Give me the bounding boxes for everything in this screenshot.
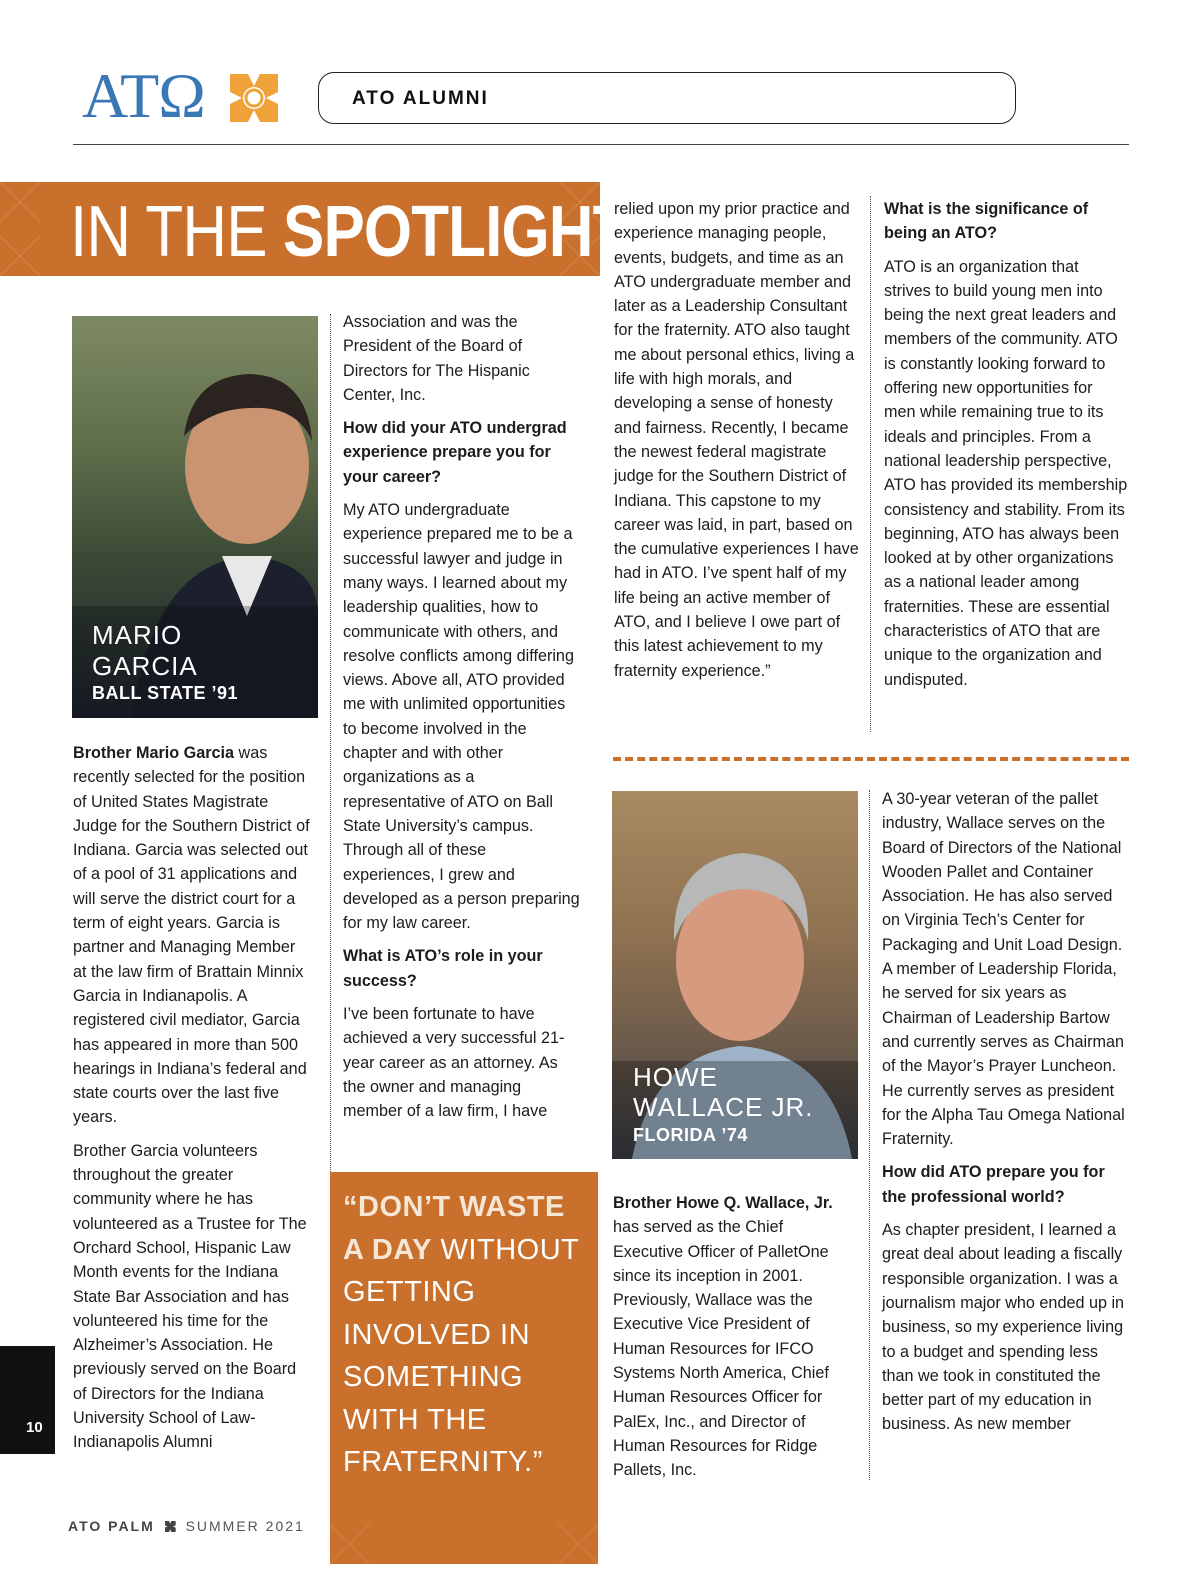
title-bold: SPOTLIGHT bbox=[283, 192, 630, 272]
footer-brand: ATO PALM bbox=[68, 1518, 155, 1534]
paragraph: relied upon my prior practice and experience managing people, events, budgets, and time as an ATO undergraduate member and later as a Leadership Consultant for the fraternity. ATO also taught me about personal ethics, living a life with high morals, and developing a sense of honesty and fairness. Recently, I became the newest federal magistrate judge for the Southern District of Indiana. This capstone to my career was laid, in part, based on the cumulative experiences I have had in ATO. I’ve spent half of my life being an active member of ATO, and I believe I owe part of this latest achievement to my fraternity experience.” bbox=[614, 200, 859, 680]
header-divider bbox=[73, 144, 1129, 145]
paragraph: I’ve been fortunate to have achieved a very successful 21-year career as an attorney. As the owner and managing member of a law firm, I have bbox=[343, 1005, 565, 1121]
spotlight-title bbox=[70, 194, 630, 270]
garcia-continued-column bbox=[614, 197, 860, 692]
paragraph: A 30-year veteran of the pallet industry, Wallace serves on the Board of Directors of the National Wooden Pallet and Container Association. He has also served on Virginia Tech’s Center for Packaging and Unit Load Design. A member of Leadership Florida, he served for six years as Chairman of Leadership Bartow and currently serves as Chairman of the Mayor’s Prayer Luncheon. He currently serves as president for the Alpha Tau Omega National Fraternity. bbox=[882, 790, 1125, 1149]
footer-issue: SUMMER 2021 bbox=[185, 1518, 305, 1534]
column-divider bbox=[869, 790, 870, 1480]
garcia-significance-column bbox=[884, 197, 1128, 701]
garcia-volunteer-paragraph: Brother Garcia volunteers throughout the greater community where he has volunteered as a Trustee for The Orchard School, Hispanic Law Month events for the Indiana State Bar Association and has volunteered his time for the Alzheimer’s Association. He previously served on the Board of Directors for the Indiana University School of Law-Indianapolis Alumni bbox=[73, 1141, 307, 1452]
garcia-lead-name: Brother Mario Garcia bbox=[73, 744, 235, 762]
footer bbox=[68, 1518, 305, 1534]
title-thin: IN THE bbox=[70, 192, 284, 272]
pull-quote-rest: WITHOUT GETTING INVOLVED IN SOMETHING WITH THE FRATERNITY.” bbox=[343, 1233, 579, 1478]
profile2-name-line2: WALLACE JR. bbox=[633, 1092, 814, 1122]
question-heading: How did ATO prepare you for the professional world? bbox=[882, 1163, 1105, 1206]
question-heading: What is the significance of being an ATO? bbox=[884, 200, 1089, 243]
paragraph: My ATO undergraduate experience prepared me to be a successful lawyer and judge in many ways. I learned about my leadership qualities, how to communicate with others, and resolve conflicts among differing views. Above all, ATO provided me with unlimited opportunities to become involved in the chapter and with other organizations as a representative of ATO on Ball State University’s campus. Through all of these experiences, I grew and developed as a person preparing for my law career. bbox=[343, 501, 580, 933]
garcia-intro-paragraph bbox=[73, 741, 313, 1130]
pull-quote bbox=[343, 1186, 589, 1484]
question-heading: How did your ATO undergrad experience prepare you for your career? bbox=[343, 419, 567, 486]
wallace-lead-name: Brother Howe Q. Wallace, Jr. bbox=[613, 1194, 833, 1212]
pull-quote-bold: “DON’T WASTE A DAY bbox=[343, 1191, 565, 1266]
footer-cross-icon bbox=[165, 1521, 176, 1532]
section-divider bbox=[613, 757, 1129, 761]
question-heading: What is ATO’s role in your success? bbox=[343, 947, 543, 990]
page-number-tab bbox=[0, 1346, 55, 1454]
profile1-name-line2: GARCIA bbox=[92, 651, 198, 681]
ato-logo-wordmark: ATΩ bbox=[82, 60, 205, 131]
page-number: 10 bbox=[26, 1419, 43, 1436]
paragraph: ATO is an organization that strives to build young men into being the next great leaders and members of the community. ATO is constantly looking forward to offering new opportunities for men while remaining true to its ideals and principles. From a national leadership perspective, ATO has provided its membership consistency and stability. From its beginning, ATO has always been looked at by other organizations as a national leader among fraternities. These are essential characteristics of ATO that are unique to the organization and undisputed. bbox=[884, 257, 1128, 689]
profile2-school: FLORIDA ’74 bbox=[633, 1125, 748, 1145]
column-divider bbox=[870, 196, 871, 732]
garcia-interview-column bbox=[343, 310, 581, 1133]
wallace-interview-column bbox=[882, 787, 1130, 1446]
profile1-school: BALL STATE ’91 bbox=[92, 683, 239, 703]
wallace-bio-column bbox=[613, 1191, 849, 1492]
garcia-intro-text: was recently selected for the position of United States Magistrate Judge for the Southern District of Indiana. Garcia was selected out of a pool of 31 applications and will serve the district court for a term of eight years. Garcia is partner and Managing Member at the law firm of Brattain Minnix Garcia in Indianapolis. A registered civil mediator, Garcia has appeared in more than 500 hearings in Indiana’s federal and state courts over the last five years. bbox=[73, 744, 310, 1127]
ato-cross-icon bbox=[228, 72, 280, 124]
profile1-name-line1: MARIO bbox=[92, 620, 183, 650]
section-label: ATO ALUMNI bbox=[352, 88, 489, 109]
wallace-intro-paragraph bbox=[613, 1191, 849, 1483]
profile2-name-line1: HOWE bbox=[633, 1062, 718, 1092]
paragraph: Association and was the President of the Board of Directors for The Hispanic Center, Inc. bbox=[343, 313, 530, 404]
paragraph: As chapter president, I learned a great deal about leading a fiscally responsible organization. I was a journalism major who ended up in business, so my experience living to a budget and spending less than we took in constituted the better part of my education in business. As new member bbox=[882, 1221, 1125, 1434]
wallace-intro-text: has served as the Chief Executive Officer of PalletOne since its inception in 2001. Previously, Wallace was the Executive Vice President of Human Resources for IFCO Systems North America, Chief Human Resources Officer for PalEx, Inc., and Director of Human Resources for Ridge Pallets, Inc. bbox=[613, 1218, 829, 1480]
garcia-bio-column bbox=[73, 741, 313, 1464]
